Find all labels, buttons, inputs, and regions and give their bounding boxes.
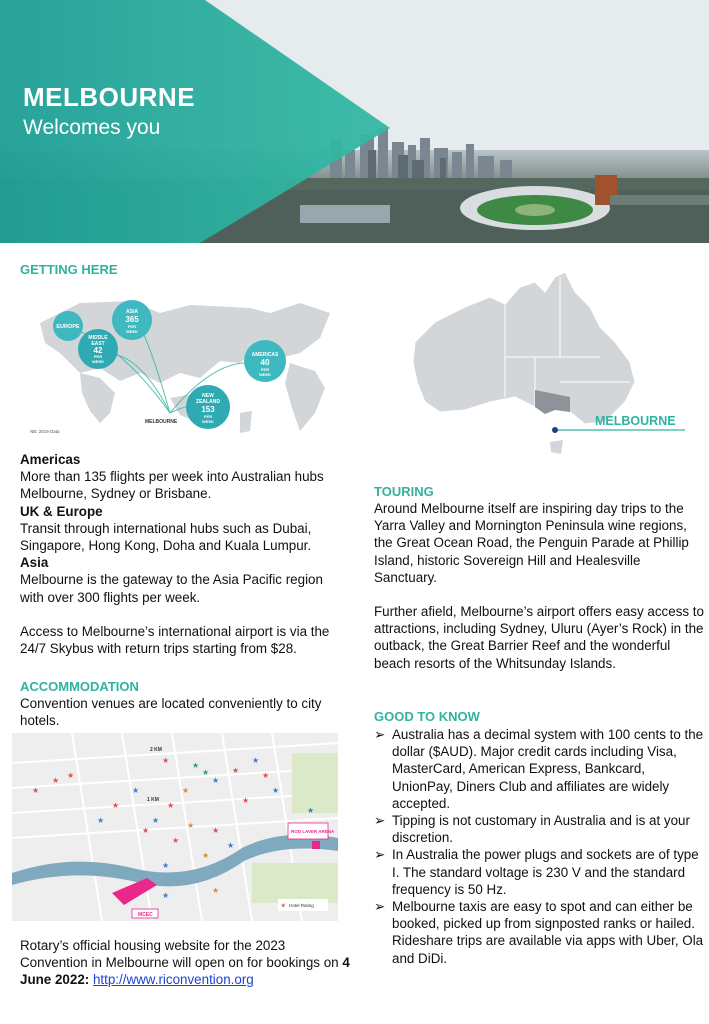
svg-text:WEEK: WEEK [259, 372, 271, 377]
svg-text:EAST: EAST [91, 341, 105, 347]
list-item-text: Tipping is not customary in Australia and is at your discretion. [392, 813, 690, 846]
touring-heading: TOURING [374, 484, 434, 499]
list-item [374, 846, 704, 898]
svg-text:WEEK: WEEK [126, 329, 138, 334]
svg-text:PER: PER [203, 414, 213, 419]
melbourne-origin-label: MELBOURNE [145, 419, 178, 425]
world-flights-map [20, 283, 350, 443]
uk-europe-body: Transit through international hubs such as Dubai, Singapore, Hong Kong, Doha and Kuala Lumpur. [20, 520, 312, 554]
list-item [374, 726, 704, 812]
svg-text:★: ★ [67, 771, 75, 780]
svg-text:★: ★ [162, 891, 170, 900]
asia-body: Melbourne is the gateway to the Asia Pacific region with over 300 flights per week. [20, 572, 323, 605]
svg-text:★: ★ [182, 786, 190, 795]
accommodation-body: Convention venues are located conveniently to city hotels. [20, 696, 322, 729]
arena-label: ROD LAVER ARENA [291, 829, 335, 834]
rotary-text: Rotary’s official housing website for the 2023 Convention in Melbourne will open on for bookings on [20, 938, 339, 971]
svg-text:★: ★ [262, 771, 270, 780]
svg-text:153: 153 [201, 405, 215, 414]
list-item-text: In Australia the power plugs and sockets are of type I. The standard voltage is 230 V and the standard frequency is 50 Hz. [392, 847, 699, 897]
svg-text:★: ★ [232, 766, 240, 775]
uk-europe-title: UK & Europe [20, 503, 103, 519]
venue-label: MCEC [138, 912, 153, 918]
list-item-text: Australia has a decimal system with 100 cents to the dollar ($AUD). Major credit cards including Visa, MasterCard, American Express, Bankcard, UnionPay, Diners Club and affiliates are widely accepted. [392, 727, 704, 811]
distance-2km: 2 KM [150, 747, 162, 753]
arrow-bullet-icon: ➢ [374, 847, 386, 863]
svg-text:★: ★ [272, 786, 280, 795]
svg-text:★: ★ [97, 816, 105, 825]
svg-text:★: ★ [172, 836, 180, 845]
list-item [374, 898, 704, 967]
australia-map [395, 262, 695, 462]
svg-text:★: ★ [132, 786, 140, 795]
svg-text:40: 40 [260, 358, 270, 367]
svg-text:★: ★ [152, 816, 160, 825]
rotary-text-block [20, 937, 355, 989]
touring-body [374, 500, 704, 672]
svg-text:★: ★ [162, 756, 170, 765]
svg-text:★: ★ [307, 806, 315, 815]
touring-paragraph-2: Further afield, Melbourne’s airport offers easy access to attractions, including Sydney, Uluru (Ayer’s Rock) in the outback, the Great Barrier Reef and the wonderful beach resorts of the Whitsunday Islands. [374, 604, 704, 671]
hero-banner [0, 0, 709, 243]
getting-here-heading: GETTING HERE [20, 262, 118, 277]
arrow-bullet-icon: ➢ [374, 813, 386, 829]
distance-1km: 1 KM [147, 797, 159, 803]
riconvention-link[interactable]: http://www.riconvention.org [92, 972, 254, 988]
svg-text:AMERICAS: AMERICAS [251, 352, 279, 358]
svg-text:MIDDLE: MIDDLE [88, 335, 108, 341]
svg-text:★: ★ [227, 841, 235, 850]
svg-text:★: ★ [212, 886, 220, 895]
svg-text:★: ★ [187, 821, 195, 830]
svg-text:★: ★ [32, 786, 40, 795]
australia-melbourne-label: MELBOURNE [595, 414, 676, 428]
svg-text:NEW: NEW [202, 393, 214, 399]
svg-text:WEEK: WEEK [202, 419, 214, 424]
svg-text:ASIA: ASIA [126, 309, 138, 315]
svg-text:42: 42 [93, 346, 103, 355]
svg-text:★: ★ [202, 768, 210, 777]
melbourne-marker [552, 427, 558, 433]
svg-text:★: ★ [52, 776, 60, 785]
svg-text:PER: PER [127, 324, 137, 329]
good-to-know-list [374, 726, 704, 967]
hero-subtitle: Welcomes you [23, 116, 161, 139]
bubble-europe-label: EUROPE [56, 324, 80, 330]
svg-text:365: 365 [125, 315, 139, 324]
legend-label: Hotel Rating [289, 903, 314, 908]
svg-text:★: ★ [162, 861, 170, 870]
svg-text:★: ★ [202, 851, 210, 860]
hotel-map [12, 733, 338, 921]
svg-text:★: ★ [112, 801, 120, 810]
svg-text:★: ★ [212, 826, 220, 835]
svg-text:★: ★ [281, 903, 286, 909]
svg-text:ZEALAND: ZEALAND [196, 399, 220, 405]
asia-title: Asia [20, 555, 49, 571]
svg-text:★: ★ [212, 776, 220, 785]
svg-text:WEEK: WEEK [92, 359, 104, 364]
svg-text:★: ★ [192, 761, 200, 770]
touring-paragraph-1: Around Melbourne itself are inspiring day trips to the Yarra Valley and Mornington Peninsula wine regions, the Great Ocean Road, the Penguin Parade at Phillip Island, historic Sovereign Hill and Healesville Sanctuary. [374, 501, 689, 585]
arrow-bullet-icon: ➢ [374, 899, 386, 915]
svg-text:★: ★ [252, 756, 260, 765]
list-item-text: Melbourne taxis are easy to spot and can either be booked, picked up from signposted ranks or hailed. Rideshare trips are available via apps with Uber, Ola and DiDi. [392, 899, 704, 966]
list-item [374, 812, 704, 846]
getting-here-body [20, 451, 350, 657]
americas-title: Americas [20, 452, 81, 467]
svg-text:★: ★ [142, 826, 150, 835]
arrow-bullet-icon: ➢ [374, 727, 386, 742]
svg-text:PER: PER [260, 367, 270, 372]
svg-text:★: ★ [167, 801, 175, 810]
rotary-date: 4 June 2022: [20, 955, 350, 988]
skybus-text: Access to Melbourne’s international airport is via the 24/7 Skybus with return trips starting from $28. [20, 623, 330, 657]
hero-title: MELBOURNE [23, 82, 196, 112]
americas-body: More than 135 flights per week into Australian hubs Melbourne, Sydney or Brisbane. [20, 469, 324, 502]
good-to-know-heading: GOOD TO KNOW [374, 709, 480, 724]
map-footnote: NB: 2019 Data [30, 429, 60, 434]
svg-text:PER: PER [93, 354, 103, 359]
accommodation-heading: ACCOMMODATION [20, 679, 139, 694]
svg-text:★: ★ [242, 796, 250, 805]
